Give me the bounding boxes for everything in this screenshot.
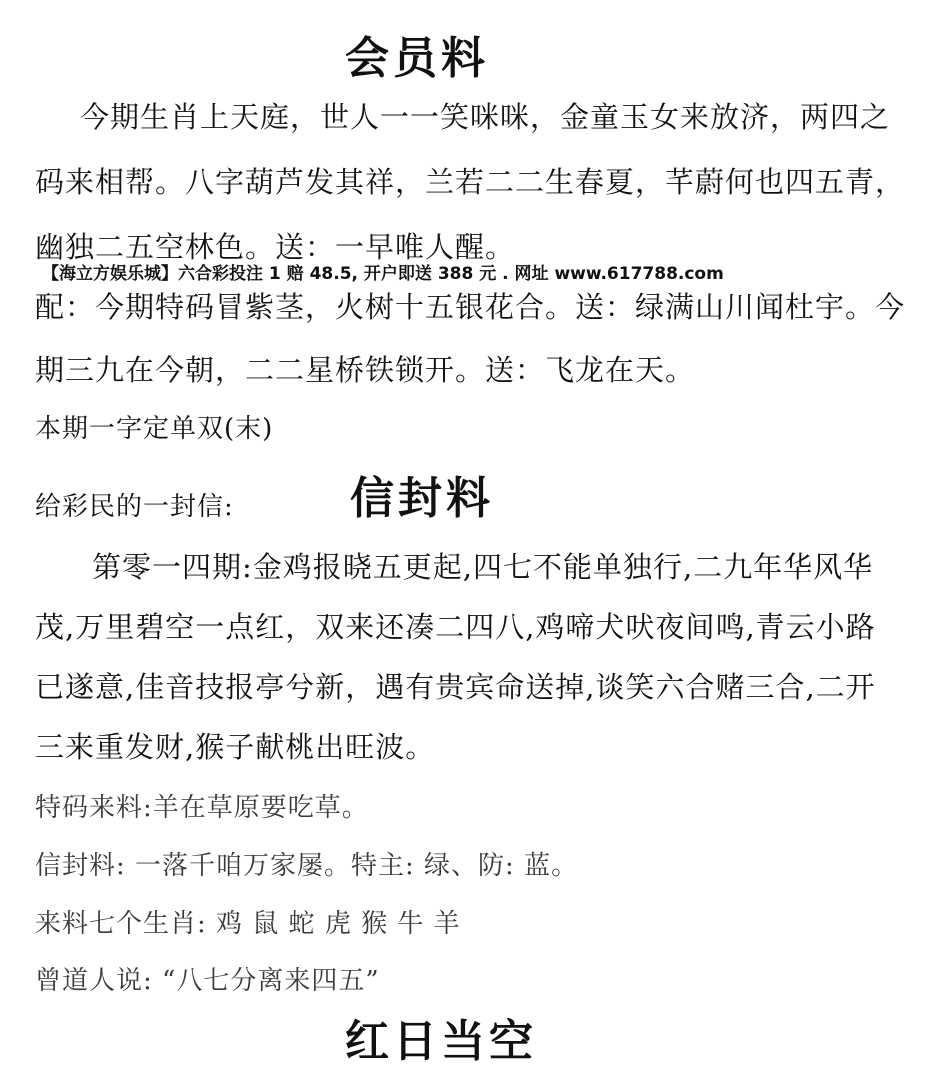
members-line-2: 码来相帮。八字葫芦发其祥，兰若二二生春夏，芊蔚何也四五青， [35, 165, 906, 199]
envelope-line-3: 已遂意,佳音技报亭兮新，遇有贵宾命送掉,谈笑六合赌三合,二开 [35, 670, 876, 704]
quote-line: 曾道人说: “八七分离来四五” [35, 966, 380, 996]
single-double-line: 本期一字定单双(末) [35, 414, 274, 444]
members-line-4: 配：今期特码冒紫茎，火树十五银花合。送：绿满山川闻杜宇。今 [35, 290, 906, 324]
members-line-3: 幽独二五空林色。送：一早唯人醒。 [35, 230, 516, 264]
special-code-line: 特码来料:羊在草原要吃草。 [35, 793, 369, 823]
envelope-line-2: 茂,万里碧空一点红，双来还凑二四八,鸡啼犬吠夜间鸣,青云小路 [35, 610, 876, 644]
letter-intro: 给彩民的一封信: [35, 492, 234, 522]
section-title-envelope: 信封料 [350, 473, 494, 524]
envelope-line-1: 第零一四期:金鸡报晓五更起,四七不能单独行,二九年华风华 [92, 550, 874, 584]
envelope-item-line: 信封料: 一落千咱万家屡。特主: 绿、防: 蓝。 [35, 851, 579, 881]
section-title-members: 会员料 [345, 33, 489, 84]
envelope-line-4: 三来重发财,猴子献桃出旺波。 [35, 730, 436, 764]
ad-banner: 【海立方娱乐城】六合彩投注 1 赔 48.5, 开户即送 388 元 . 网址 www.617788.com [42, 264, 724, 284]
members-line-5: 期三九在今朝，二二星桥铁锁开。送：飞龙在天。 [35, 353, 696, 387]
members-line-1: 今期生肖上天庭，世人一一笑咪咪，金童玉女来放济，两四之 [80, 100, 891, 134]
section-title-red-sun: 红日当空 [345, 1016, 537, 1067]
zodiac-line: 来料七个生肖: 鸡 鼠 蛇 虎 猴 牛 羊 [35, 909, 461, 939]
